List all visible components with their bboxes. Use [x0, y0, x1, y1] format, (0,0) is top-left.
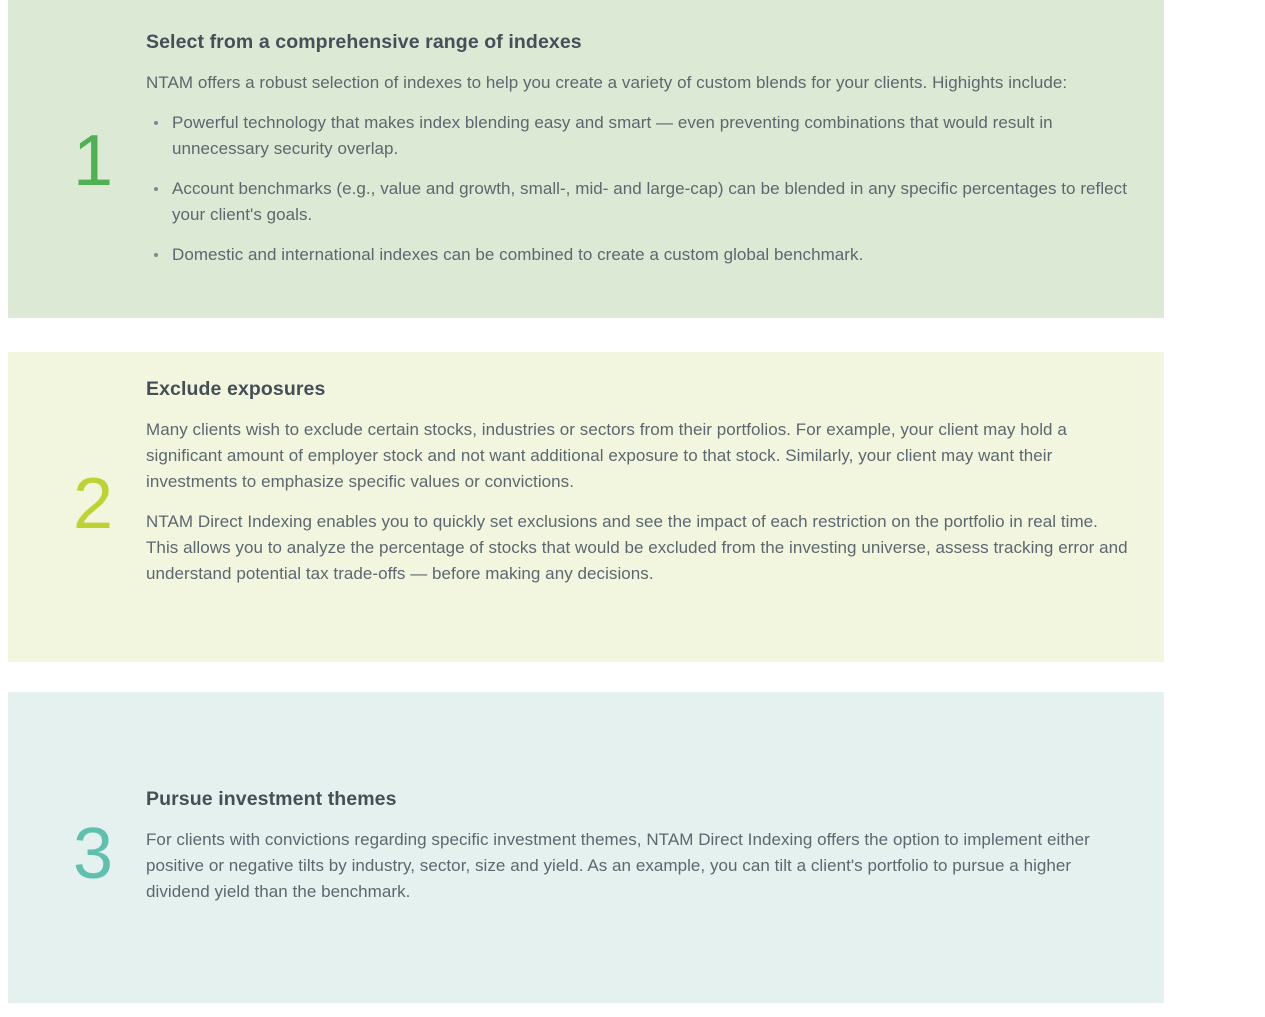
step-bullet-list-1	[146, 110, 1130, 268]
step-title-2: Exclude exposures	[146, 378, 326, 400]
step-paragraph-3-1: For clients with convictions regarding specific investment themes, NTAM Direct Indexing offers the option to implement either positive or negative tilts by industry, sector, size and yield. As an example, you can tilt a client's portfolio to pursue a higher dividend yield than the benchmark.	[146, 830, 1090, 902]
step-card-3	[8, 692, 1164, 1003]
step-intro-1: NTAM offers a robust selection of indexes to help you create a variety of custom blends for your clients. Highights include:	[146, 73, 1068, 93]
step-number-3: 3	[72, 814, 114, 894]
step-body-2	[146, 377, 1130, 587]
list-item	[146, 110, 1130, 162]
list-item-text: Powerful technology that makes index blending easy and smart — even preventing combinations that would result in unnecessary security overlap.	[172, 113, 1053, 159]
step-card-1	[8, 0, 1164, 318]
bullet-dot-icon	[154, 121, 158, 125]
step-number-1: 1	[72, 121, 114, 201]
list-item-text: Domestic and international indexes can be combined to create a custom global benchmark.	[172, 245, 864, 265]
list-item-text: Account benchmarks (e.g., value and growth, small-, mid- and large-cap) can be blended in any specific percentages to reflect your client's goals.	[172, 179, 1127, 225]
step-paragraph-2-2: NTAM Direct Indexing enables you to quickly set exclusions and see the impact of each restriction on the portfolio in real time. This allows you to analyze the percentage of stocks that would be excluded from the investing universe, assess tracking error and understand potential tax trade-offs — before making any decisions.	[146, 512, 1128, 584]
bullet-dot-icon	[154, 187, 158, 191]
step-number-2: 2	[72, 464, 114, 544]
step-title-1: Select from a comprehensive range of indexes	[146, 31, 582, 53]
bullet-dot-icon	[154, 253, 158, 257]
list-item	[146, 242, 1130, 268]
step-paragraph-2-1: Many clients wish to exclude certain stocks, industries or sectors from their portfolios. For example, your client may hold a significant amount of employer stock and not want additional exposure to that stock. Similarly, your client may want their investments to emphasize specific values or convictions.	[146, 420, 1067, 492]
step-body-3	[146, 787, 1130, 905]
step-body-1	[146, 30, 1130, 268]
step-card-2	[8, 352, 1164, 662]
list-item	[146, 176, 1130, 228]
step-title-3: Pursue investment themes	[146, 788, 397, 810]
